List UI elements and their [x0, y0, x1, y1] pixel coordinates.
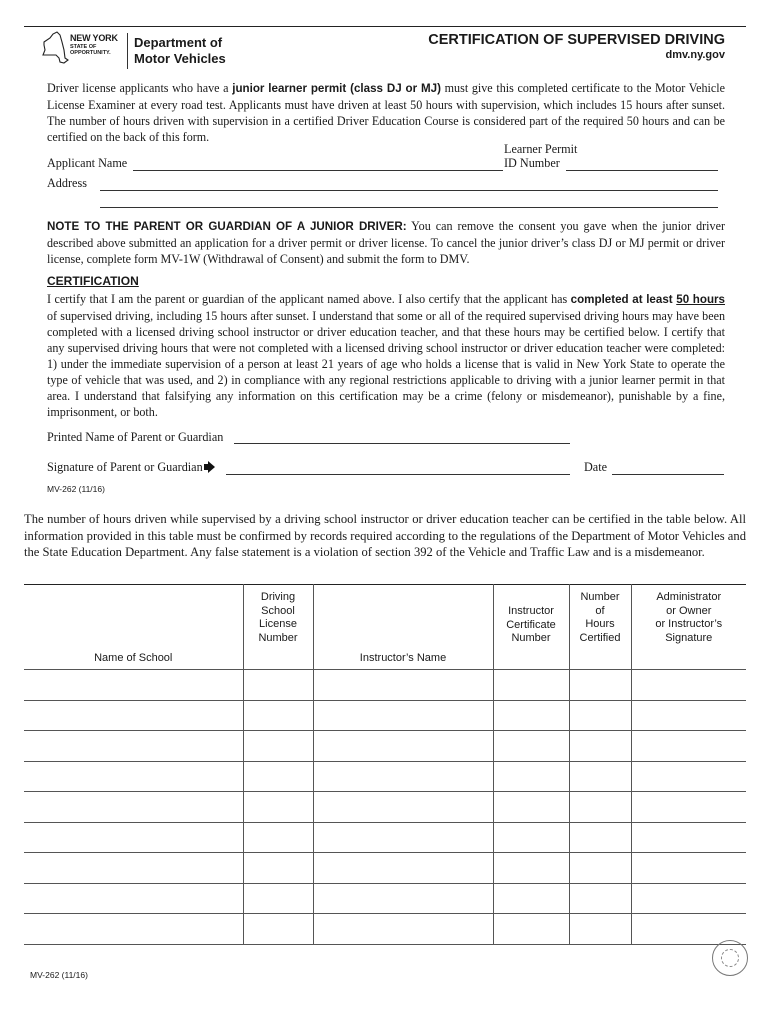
- certificate-number-cell[interactable]: [493, 914, 569, 945]
- instructor-name-cell[interactable]: [313, 761, 493, 792]
- signature-cell[interactable]: [631, 883, 746, 914]
- permit-id-label: ID Number: [504, 156, 560, 170]
- applicant-name-label: Applicant Name: [47, 156, 128, 170]
- hours-cell[interactable]: [569, 761, 631, 792]
- certificate-number-cell[interactable]: [493, 792, 569, 823]
- signature-cell[interactable]: [631, 761, 746, 792]
- certificate-number-cell[interactable]: [493, 853, 569, 884]
- department-name: Department of Motor Vehicles: [134, 35, 226, 66]
- signature-cell[interactable]: [631, 853, 746, 884]
- header-name-of-school: Name of School: [24, 585, 243, 670]
- table-row: [24, 883, 746, 914]
- certificate-number-cell[interactable]: [493, 731, 569, 762]
- table-row: [24, 914, 746, 945]
- signature-cell[interactable]: [631, 822, 746, 853]
- hours-cell[interactable]: [569, 731, 631, 762]
- table-row: [24, 822, 746, 853]
- note-paragraph: [47, 218, 725, 267]
- signature-cell[interactable]: [631, 792, 746, 823]
- signature-cell[interactable]: [631, 700, 746, 731]
- table-row: [24, 670, 746, 701]
- form-title: CERTIFICATION OF SUPERVISED DRIVING: [428, 32, 725, 48]
- instructor-name-cell[interactable]: [313, 914, 493, 945]
- intro-text-after: must give this completed certificate to the Motor Vehicle License Examiner at every road test. Applicants must have driven at least 50 hours with supervision, which includes 15 hours after sunset. The number of hours driven with supervision in a certified Driver Education Course is considered part of the required 50 hours and can be certified on the back of this form.: [47, 81, 725, 144]
- state-name: NEW YORK: [70, 33, 118, 43]
- nys-dmv-logo: [40, 30, 240, 72]
- state-tagline: STATE OF OPPORTUNITY.: [70, 44, 111, 56]
- learner-permit-label: Learner Permit: [504, 142, 578, 156]
- cert-bold-1: completed at least: [570, 293, 677, 306]
- hours-cell[interactable]: [569, 853, 631, 884]
- cert-text-after: of supervised driving, including 15 hours after sunset. I understand that some or all of the required supervised driving hours may have been completed with a licensed driving school instructor or driver education teacher, and that these hours may be certified below. I certify that any supervised driving hours that were not completed with a licensed driving school instructor or driver education teacher were completed: 1) under the immediate supervision of a person at least 21 years of age who holds a license that is valid in New York State to operate the type of vehicle that was used, and 2) in compliance with any regional restrictions applicable to driving with a junior learner permit in that area. I understand that falsifying any information on this certification may be a crime (felony or misdemeanor), punishable by a fine, imprisonment, or both.: [47, 309, 725, 419]
- instructor-name-cell[interactable]: [313, 700, 493, 731]
- hours-cell[interactable]: [569, 822, 631, 853]
- certificate-number-cell[interactable]: [493, 822, 569, 853]
- certificate-number-cell[interactable]: [493, 670, 569, 701]
- certification-paragraph: [47, 291, 725, 420]
- license-number-cell[interactable]: [243, 853, 313, 884]
- school-name-cell[interactable]: [24, 914, 243, 945]
- hours-cell[interactable]: [569, 792, 631, 823]
- school-name-cell[interactable]: [24, 792, 243, 823]
- instructor-name-cell[interactable]: [313, 853, 493, 884]
- table-intro-paragraph: The number of hours driven while supervised by a driving school instructor or driver education teacher can be certified in the table below. All information provided in this table must be confirmed by records required according to the regulations of the Department of Motor Vehicles and the State Education Department. Any false statement is a violation of section 392 of the Vehicle and Traffic Law and is a misdemeanor.: [24, 512, 746, 559]
- recycle-seal-icon: [712, 940, 748, 976]
- header-instructor-name: Instructor’s Name: [313, 585, 493, 670]
- instructor-name-cell[interactable]: [313, 670, 493, 701]
- top-rule: [24, 26, 746, 27]
- certificate-number-cell[interactable]: [493, 883, 569, 914]
- signature-cell[interactable]: [631, 670, 746, 701]
- school-name-cell[interactable]: [24, 731, 243, 762]
- school-name-cell[interactable]: [24, 761, 243, 792]
- hours-cell[interactable]: [569, 883, 631, 914]
- form-number-mid: MV-262 (11/16): [47, 484, 105, 494]
- hours-cell[interactable]: [569, 914, 631, 945]
- form-number-footer: MV-262 (11/16): [30, 970, 88, 980]
- hours-cell[interactable]: [569, 670, 631, 701]
- certificate-number-cell[interactable]: [493, 700, 569, 731]
- signature-label: [47, 460, 215, 475]
- header-driving-school-license-number: Driving School License Number: [243, 585, 313, 670]
- instructor-name-cell[interactable]: [313, 883, 493, 914]
- printed-name-label: Printed Name of Parent or Guardian: [47, 430, 224, 444]
- intro-paragraph: [47, 80, 725, 145]
- address-field-line1[interactable]: [100, 190, 718, 191]
- instructor-name-cell[interactable]: [313, 822, 493, 853]
- note-heading: NOTE TO THE PARENT OR GUARDIAN OF A JUNIOR DRIVER:: [47, 220, 407, 233]
- table-header-row: [24, 585, 746, 670]
- license-number-cell[interactable]: [243, 670, 313, 701]
- header-number-of-hours: Number of Hours Certified: [569, 585, 631, 670]
- printed-name-field[interactable]: [234, 443, 570, 444]
- instructor-name-cell[interactable]: [313, 792, 493, 823]
- cert-bold-50-hours: 50 hours: [676, 293, 725, 306]
- license-number-cell[interactable]: [243, 700, 313, 731]
- certification-table: [24, 584, 746, 945]
- school-name-cell[interactable]: [24, 853, 243, 884]
- intro-text-before: Driver license applicants who have a: [47, 81, 233, 95]
- table-row: [24, 853, 746, 884]
- address-field-line2[interactable]: [100, 207, 718, 208]
- license-number-cell[interactable]: [243, 914, 313, 945]
- signature-field[interactable]: [226, 474, 570, 475]
- header-signature: Administrator or Owner or Instructor’s Signature: [631, 585, 746, 670]
- certificate-number-cell[interactable]: [493, 761, 569, 792]
- website-link[interactable]: dmv.ny.gov: [665, 49, 725, 61]
- applicant-name-field[interactable]: [133, 170, 503, 171]
- arrow-right-icon: [208, 461, 215, 473]
- date-label: Date: [584, 460, 608, 474]
- school-name-cell[interactable]: [24, 670, 243, 701]
- signature-label-text: Signature of Parent or Guardian: [47, 460, 203, 474]
- address-label: Address: [47, 176, 87, 190]
- cert-text-before: I certify that I am the parent or guardian of the applicant named above. I also certify that the applicant has: [47, 292, 571, 306]
- license-number-cell[interactable]: [243, 822, 313, 853]
- school-name-cell[interactable]: [24, 700, 243, 731]
- date-field[interactable]: [612, 474, 724, 475]
- license-number-cell[interactable]: [243, 792, 313, 823]
- table-row: [24, 731, 746, 762]
- hours-cell[interactable]: [569, 700, 631, 731]
- table-row: [24, 700, 746, 731]
- signature-cell[interactable]: [631, 731, 746, 762]
- instructor-name-cell[interactable]: [313, 731, 493, 762]
- certification-heading: CERTIFICATION: [47, 274, 139, 288]
- note-text: You can remove the consent you gave when the junior driver described above submitted an application for a driver permit or driver license. To cancel the junior driver’s class DJ or MJ permit or driver license, complete form MV-1W (Withdrawal of Consent) and submit the form to DMV.: [47, 219, 725, 266]
- license-number-cell[interactable]: [243, 883, 313, 914]
- license-number-cell[interactable]: [243, 731, 313, 762]
- table-row: [24, 792, 746, 823]
- logo-divider: [127, 33, 128, 69]
- intro-bold: junior learner permit (class DJ or MJ): [232, 82, 441, 95]
- header-instructor-certificate-number: Instructor Certificate Number: [493, 585, 569, 670]
- license-number-cell[interactable]: [243, 761, 313, 792]
- school-name-cell[interactable]: [24, 822, 243, 853]
- new-york-state-map-icon: [40, 30, 70, 70]
- permit-id-field[interactable]: [566, 170, 718, 171]
- table-row: [24, 761, 746, 792]
- school-name-cell[interactable]: [24, 883, 243, 914]
